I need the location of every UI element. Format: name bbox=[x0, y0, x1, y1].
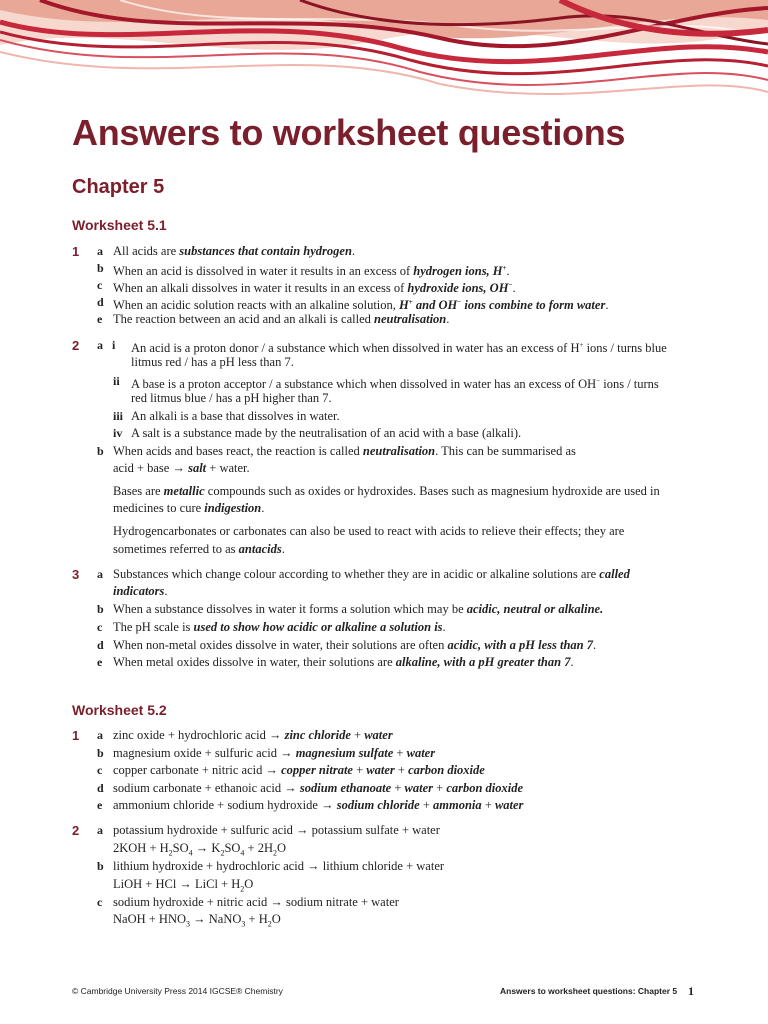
answer-text: sometimes referred to as antacids. bbox=[113, 542, 285, 556]
page-number: 1 bbox=[688, 984, 694, 998]
answer-text: Hydrogencarbonates or carbonates can also be used to react with acids to relieve their effects; they are bbox=[113, 524, 625, 538]
word-equation: potassium hydroxide + sulfuric acid → potassium sulfate + water bbox=[113, 823, 440, 837]
answer-text: When an alkali dissolves in water it results in an excess of hydroxide ions, OH−. bbox=[113, 281, 516, 296]
decorative-wave-banner bbox=[0, 0, 768, 110]
part-letter: a bbox=[97, 567, 103, 581]
worksheet-5-1-heading: Worksheet 5.1 bbox=[72, 217, 167, 233]
answer-text: Substances which change colour according to whether they are in acidic or alkaline solutions are called bbox=[113, 567, 630, 581]
part-letter: b bbox=[97, 602, 104, 616]
part-letter: a bbox=[97, 728, 103, 742]
word-equation: sodium hydroxide + nitric acid → sodium nitrate + water bbox=[113, 895, 399, 909]
answer-text: Bases are metallic compounds such as oxides or hydroxides. Bases such as magnesium hydroxide are used in bbox=[113, 484, 660, 498]
answer-text: When a substance dissolves in water it forms a solution which may be acidic, neutral or alkaline. bbox=[113, 602, 604, 616]
question-number: 1 bbox=[72, 728, 80, 743]
part-letter: a bbox=[97, 823, 103, 837]
answer-text: indicators. bbox=[113, 584, 168, 598]
symbol-equation: NaOH + $HNO_3$ → NaNO$_3$ + $H_2O$ bbox=[113, 912, 281, 929]
page-title: Answers to worksheet questions bbox=[72, 112, 626, 153]
worksheet-5-2-heading: Worksheet 5.2 bbox=[72, 702, 167, 718]
footer-copyright: © Cambridge University Press 2014 IGCSE® Chemistry bbox=[72, 986, 283, 996]
subpart-numeral: iv bbox=[113, 426, 123, 440]
part-letter: d bbox=[97, 638, 104, 652]
part-letter: d bbox=[97, 781, 104, 795]
answer-text: When metal oxides dissolve in water, their solutions are alkaline, with a pH greater than 7. bbox=[113, 655, 574, 669]
answer-text: The pH scale is used to show how acidic or alkaline a solution is. bbox=[113, 620, 446, 634]
part-letter: c bbox=[97, 895, 103, 909]
symbol-equation: $2KOH + H_2SO_4 \to K_2SO_4 + 2H_2O$ bbox=[113, 841, 287, 858]
part-letter: b bbox=[97, 261, 104, 275]
answer-text: red litmus blue / has a pH higher than 7. bbox=[131, 391, 332, 405]
question-number: 3 bbox=[72, 567, 80, 582]
part-letter: e bbox=[97, 312, 103, 326]
part-letter: c bbox=[97, 278, 103, 292]
answer-text: medicines to cure indigestion. bbox=[113, 501, 265, 515]
subpart-numeral: iii bbox=[113, 409, 124, 423]
answer-text: copper carbonate + nitric acid → copper nitrate + water + carbon dioxide bbox=[113, 763, 485, 777]
question-number: 2 bbox=[72, 823, 80, 838]
part-letter: e bbox=[97, 655, 103, 669]
part-letter: b bbox=[97, 859, 104, 873]
chapter-heading: Chapter 5 bbox=[72, 176, 165, 198]
question-number: 1 bbox=[72, 244, 80, 259]
answer-text: An alkali is a base that dissolves in water. bbox=[131, 409, 340, 423]
part-letter: c bbox=[97, 620, 103, 634]
part-letter: b bbox=[97, 746, 104, 760]
answer-text: All acids are substances that contain hydrogen. bbox=[113, 244, 356, 258]
answer-text: An acid is a proton donor / a substance which when dissolved in water has an excess of H+ ions / turns blue bbox=[131, 341, 667, 356]
answer-text: A salt is a substance made by the neutralisation of an acid with a base (alkali). bbox=[131, 426, 522, 440]
part-letter: a bbox=[97, 244, 103, 258]
answer-text: When an acidic solution reacts with an alkaline solution, H+ and OH− ions combine to form water. bbox=[113, 298, 609, 313]
answer-text: When acids and bases react, the reaction is called neutralisation. This can be summarised as bbox=[113, 444, 576, 458]
word-equation: lithium hydroxide + hydrochloric acid → lithium chloride + water bbox=[113, 859, 445, 873]
answer-text: ammonium chloride + sodium hydroxide → sodium chloride + ammonia + water bbox=[113, 798, 524, 812]
part-letter: e bbox=[97, 798, 103, 812]
answer-text: When an acid is dissolved in water it results in an excess of hydrogen ions, H+. bbox=[113, 264, 510, 279]
answer-text: When non-metal oxides dissolve in water, their solutions are often acidic, with a pH less than 7. bbox=[113, 638, 597, 652]
question-number: 2 bbox=[72, 338, 80, 353]
answer-text: litmus red / has a pH less than 7. bbox=[131, 355, 294, 369]
part-letter: c bbox=[97, 763, 103, 777]
part-letter: a bbox=[97, 338, 103, 352]
answer-text: zinc oxide + hydrochloric acid → zinc chloride + water bbox=[113, 728, 393, 742]
answer-text: magnesium oxide + sulfuric acid → magnesium sulfate + water bbox=[113, 746, 436, 760]
answer-text: sodium carbonate + ethanoic acid → sodium ethanoate + water + carbon dioxide bbox=[113, 781, 524, 795]
answer-text: A base is a proton acceptor / a substance which when dissolved in water has an excess of OH− ions / turns bbox=[131, 377, 659, 392]
answer-text: acid + base → salt + water. bbox=[113, 461, 250, 475]
subpart-numeral: i bbox=[112, 338, 116, 352]
part-letter: b bbox=[97, 444, 104, 458]
part-letter: d bbox=[97, 295, 104, 309]
footer-section-title: Answers to worksheet questions: Chapter 5 bbox=[500, 986, 678, 996]
subpart-numeral: ii bbox=[113, 374, 120, 388]
answer-text: The reaction between an acid and an alkali is called neutralisation. bbox=[113, 312, 450, 326]
symbol-equation: LiOH + HCl → LiCl + $H_2O$ bbox=[113, 877, 254, 894]
